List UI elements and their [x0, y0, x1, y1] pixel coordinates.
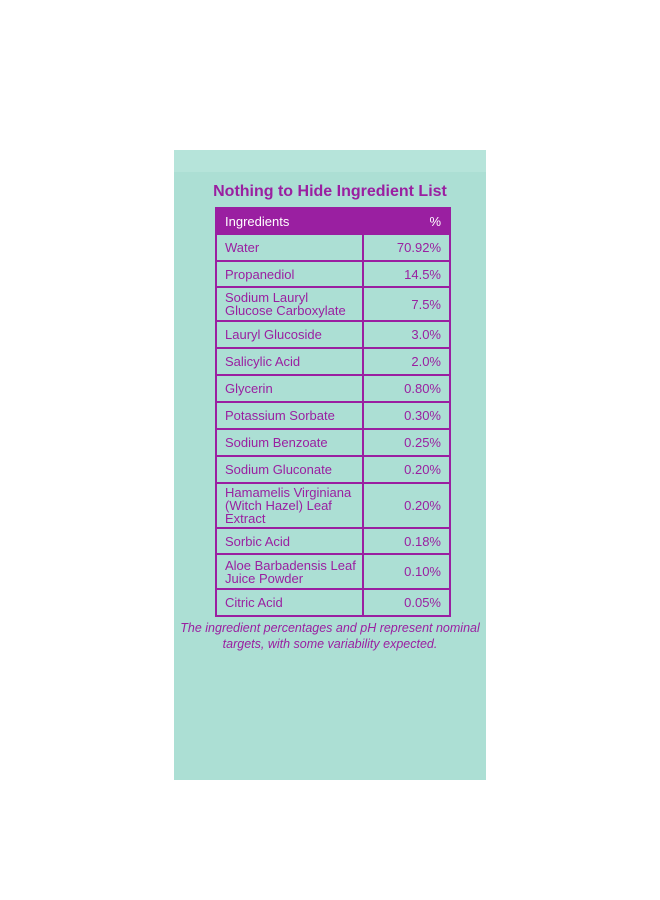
table-row — [216, 321, 450, 348]
table-row — [216, 589, 450, 616]
ingredient-percent: 0.20% — [363, 456, 450, 483]
ingredient-percent: 3.0% — [363, 321, 450, 348]
ingredient-percent: 0.30% — [363, 402, 450, 429]
table-row — [216, 456, 450, 483]
ingredient-name: Sorbic Acid — [216, 528, 363, 554]
table-row — [216, 429, 450, 456]
ingredient-name: Sodium Benzoate — [216, 429, 363, 456]
ingredient-percent: 0.18% — [363, 528, 450, 554]
ingredient-name: Potassium Sorbate — [216, 402, 363, 429]
ingredient-table — [215, 207, 451, 617]
ingredient-percent: 0.80% — [363, 375, 450, 402]
ingredient-name: Hamamelis Virginiana (Witch Hazel) Leaf Extract — [216, 483, 363, 528]
table-row — [216, 402, 450, 429]
ingredient-percent: 0.20% — [363, 483, 450, 528]
ingredient-name: Sodium Lauryl Glucose Carboxylate — [216, 287, 363, 321]
ingredient-name: Lauryl Glucoside — [216, 321, 363, 348]
ingredient-list-title: Nothing to Hide Ingredient List — [213, 183, 447, 200]
ingredient-name: Propanediol — [216, 261, 363, 287]
ingredient-percent: 14.5% — [363, 261, 450, 287]
ingredient-name: Citric Acid — [216, 589, 363, 616]
ingredient-percent: 0.25% — [363, 429, 450, 456]
ingredient-name: Sodium Gluconate — [216, 456, 363, 483]
ingredient-name: Aloe Barbadensis Leaf Juice Powder — [216, 554, 363, 589]
ingredient-name: Salicylic Acid — [216, 348, 363, 375]
table-header-row — [216, 208, 450, 234]
ingredient-percent: 70.92% — [363, 234, 450, 261]
ingredient-name: Water — [216, 234, 363, 261]
ingredient-name: Glycerin — [216, 375, 363, 402]
ingredient-percent: 0.10% — [363, 554, 450, 589]
table-row — [216, 234, 450, 261]
table-row — [216, 554, 450, 589]
table-row — [216, 375, 450, 402]
ingredient-percent: 0.05% — [363, 589, 450, 616]
table-row — [216, 348, 450, 375]
box-lid — [174, 150, 486, 172]
table-row — [216, 287, 450, 321]
table-row — [216, 528, 450, 554]
ingredient-percent: 2.0% — [363, 348, 450, 375]
table-row — [216, 483, 450, 528]
ingredients-column-header: Ingredients — [216, 208, 363, 234]
variability-note: The ingredient percentages and pH represent nominal targets, with some variability expected. — [180, 621, 480, 651]
percent-column-header: % — [363, 208, 450, 234]
ingredient-percent: 7.5% — [363, 287, 450, 321]
table-row — [216, 261, 450, 287]
